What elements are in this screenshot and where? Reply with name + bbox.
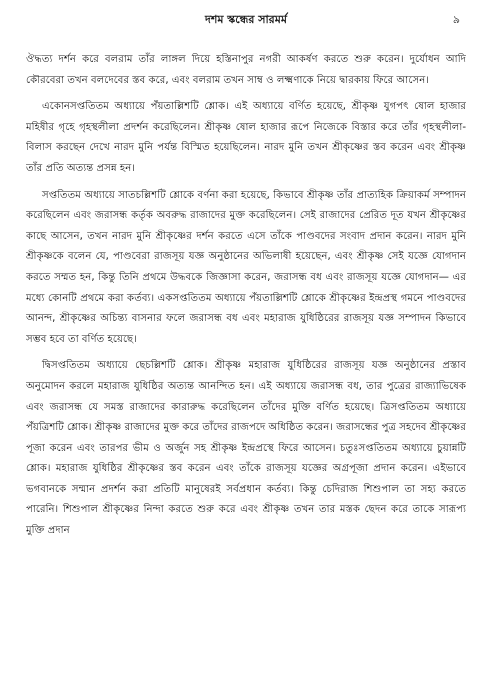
paragraph-1: ঔদ্ধত্য দর্শন করে বলরাম তাঁর লাঙ্গল দিয়ে হস্তিনাপুর নগরী আকর্ষণ করতে শুরু করেন। দুর্যোধন আদি কৌরবেরা তখন বলদেবের স্তব করে, এবং বলরাম তখন সাম্ব ও লক্ষ্মণাকে নিয়ে দ্বারকায় ফিরে আসেন।: [26, 54, 466, 86]
page-header: [26, 8, 466, 32]
paragraph-4: দ্বিসপ্ততিতম অধ্যায়ে ছেচল্লিশটি শ্লোক। শ্রীকৃষ্ণ মহারাজ যুধিষ্ঠিরের রাজসূয় যজ্ঞ অনুষ্ঠানের প্রস্তাব অনুমোদন করলে মহারাজ যুধিষ্ঠির অত্যন্ত আনন্দিত হন। এই অধ্যায়ে জরাসন্ধ বধ, তার পুত্রের রাজ্যাভিষেক এবং জরাসন্ধ যে সমস্ত রাজাদের কারারুদ্ধ করেছিলেন তাঁদের মুক্তি বর্ণিত হয়েছে। ত্রিসপ্ততিতম অধ্যায়ে পঁয়ত্রিশটি শ্লোক। শ্রীকৃষ্ণ রাজাদের মুক্ত করে তাঁদের রাজপদে অধিষ্ঠিত করেন। জরাসন্ধের পুত্র সহদেব শ্রীকৃষ্ণের পূজা করেন এবং তারপর ভীম ও অর্জুন সহ শ্রীকৃষ্ণ ইন্দ্রপ্রস্থে ফিরে আসেন। চতুঃসপ্ততিতম অধ্যায়ে চুয়ান্নটি শ্লোক। মহারাজ যুধিষ্ঠির শ্রীকৃষ্ণের স্তব করেন এবং তাঁকে রাজসূয় যজ্ঞের অগ্রপূজা প্রদান করেন। এইভাবে ভগবানকে সম্মান প্রদর্শন করা প্রতিটি মানুষেরই সর্বপ্রধান কর্তব্য। কিন্তু চেদিরাজ শিশুপাল তা সহ্য করতে পারেনি। শিশুপাল শ্রীকৃষ্ণের নিন্দা করতে শুরু করে এবং শ্রীকৃষ্ণ তখন তার মস্তক ছেদন করে তাকে সারূপ্য মুক্তি প্রদান: [26, 360, 466, 537]
paragraph-3: সপ্ততিতম অধ্যায়ে সাতচল্লিশটি শ্লোকে বর্ণনা করা হয়েছে, কিভাবে শ্রীকৃষ্ণ তাঁর প্রাত্যহিক ক্রিয়াকর্ম সম্পাদন করেছিলেন এবং জরাসন্ধ কর্তৃক অবরুদ্ধ রাজাদের মুক্ত করেছিলেন। সেই রাজাদের প্রেরিত দূত যখন শ্রীকৃষ্ণের কাছে আসেন, তখন নারদ মুনি শ্রীকৃষ্ণের দর্শন করতে এসে তাঁকে পাণ্ডবদের সংবাদ প্রদান করেন। নারদ মুনি শ্রীকৃষ্ণকে বলেন যে, পাণ্ডবেরা রাজসূয় যজ্ঞ অনুষ্ঠানের অভিলাষী হয়েছেন, এবং শ্রীকৃষ্ণ সেই যজ্ঞে যোগদান করতে সম্মত হন, কিন্তু তিনি প্রথমে উদ্ধবকে জিজ্ঞাসা করেন, জরাসন্ধ বধ এবং রাজসূয় যজ্ঞে যোগদান— এর মধ্যে কোনটি প্রথমে করা কর্তব্য। একসপ্ততিতম অধ্যায়ে পঁয়তাল্লিশটি শ্লোকে শ্রীকৃষ্ণের ইন্দ্রপ্রস্থ গমনে পাণ্ডবদের আনন্দ, শ্রীকৃষ্ণের অচিন্ত্য বাসনার ফলে জরাসন্ধ বধ এবং মহারাজ যুধিষ্ঠিরের রাজসূয় যজ্ঞ সম্পাদন কিভাবে সম্ভব হবে তা বর্ণিত হয়েছে।: [26, 189, 466, 345]
running-title: দশম স্কন্ধের সারমর্ম: [205, 13, 287, 26]
paragraph-2: একোনসপ্ততিতম অধ্যায়ে পঁয়তাল্লিশটি শ্লোক। এই অধ্যায়ে বর্ণিত হয়েছে, শ্রীকৃষ্ণ যুগপৎ ষোল হাজার মহিষীর গৃহে গৃহস্থলীলা প্রদর্শন করেছিলেন। শ্রীকৃষ্ণ ষোল হাজার রূপে নিজেকে বিস্তার করে তাঁর গৃহস্থলীলা-বিলাস করছেন দেখে নারদ মুনি পর্যন্ত বিস্মিত হয়েছিলেন। নারদ মুনি তখন শ্রীকৃষ্ণের স্তব করেন এবং শ্রীকৃষ্ণ তাঁর প্রতি অত্যন্ত প্রসন্ন হন।: [26, 101, 466, 174]
body-text: [26, 50, 466, 542]
book-page: [26, 8, 466, 688]
page-number: ৯: [452, 13, 460, 26]
